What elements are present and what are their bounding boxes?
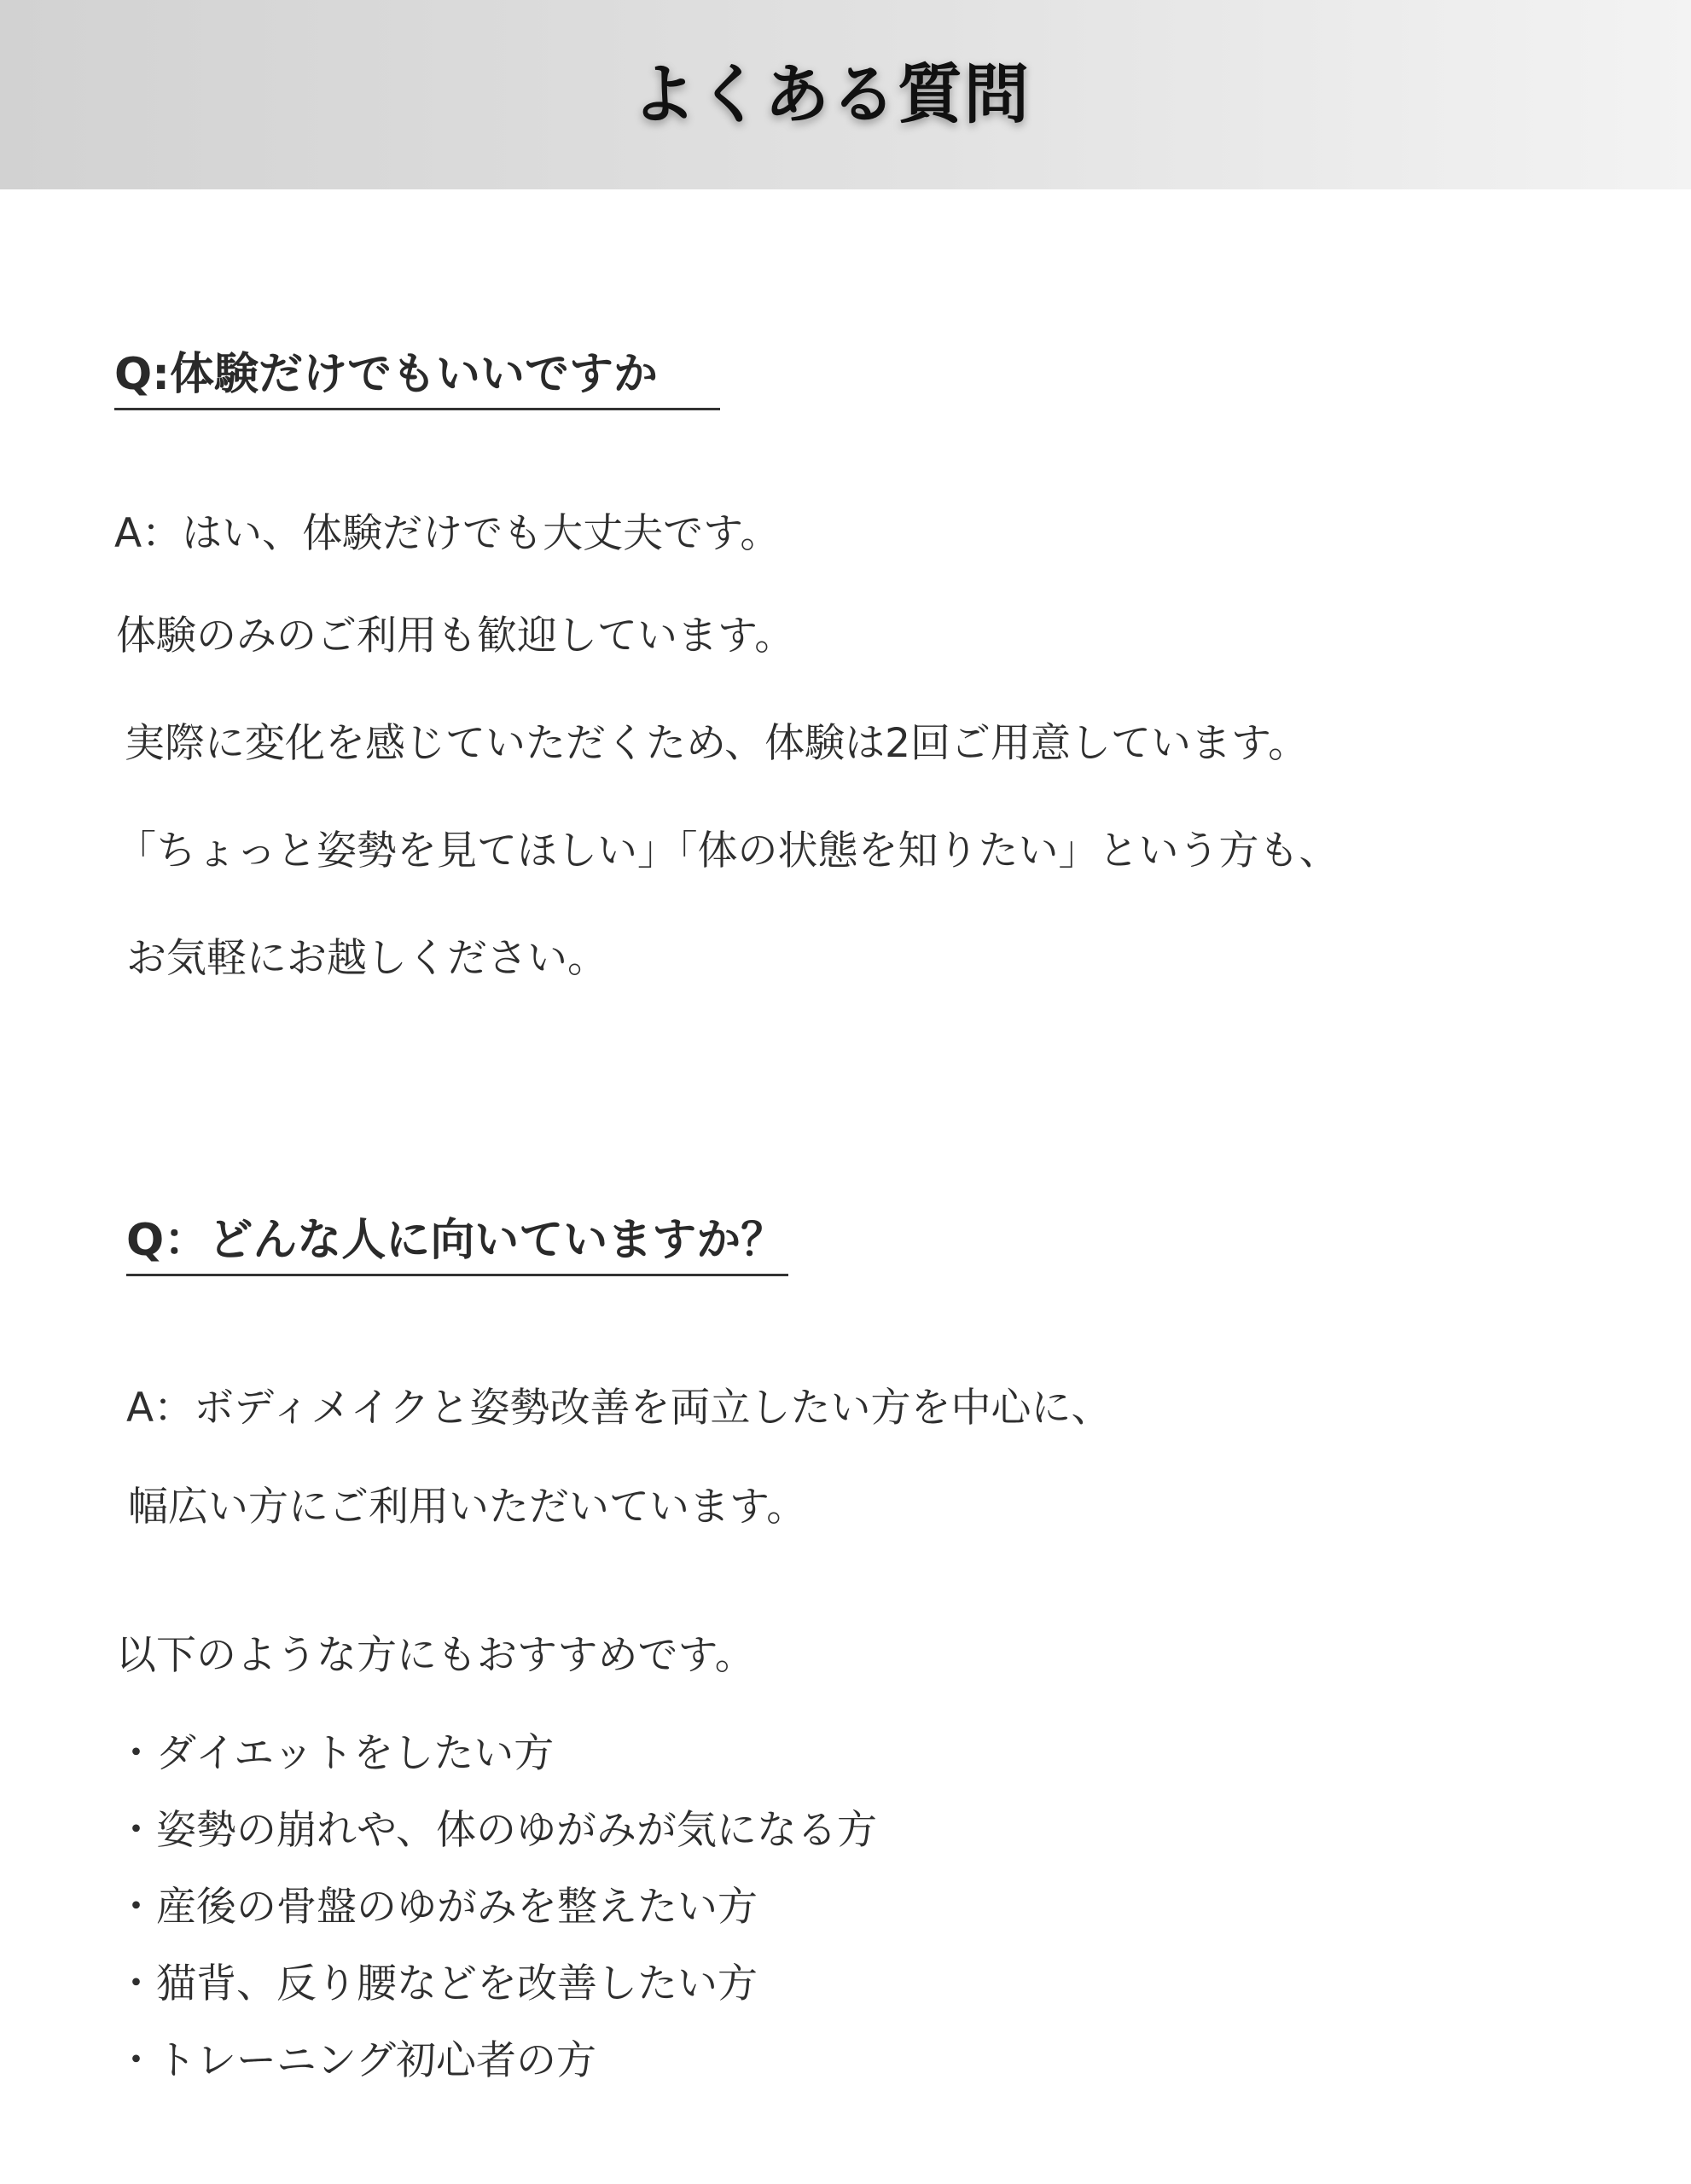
list-item: ・トレーニング初心者の方 bbox=[116, 2037, 597, 2084]
faq-answer-1-line-4: 「ちょっと姿勢を見てほしい」「体の状態を知りたい」という方も、 bbox=[116, 828, 1339, 874]
faq-question-2: Q：どんな人に向いていますか？ bbox=[126, 1215, 786, 1266]
list-item: ・ダイエットをしたい方 bbox=[116, 1730, 555, 1777]
faq-answer-1-line-2: 体験のみのご利用も歓迎しています。 bbox=[116, 613, 795, 659]
faq-answer-1-line-1: A：はい、体験だけでも大丈夫です。 bbox=[114, 510, 781, 557]
faq-answer-2-line-3: 以下のような方にもおすすめです。 bbox=[116, 1632, 755, 1679]
faq-answer-2-line-2: 幅広い方にご利用いただいています。 bbox=[128, 1484, 807, 1531]
page-header bbox=[0, 0, 1691, 189]
faq-answer-2-line-1: A：ボディメイクと姿勢改善を両立したい方を中心に、 bbox=[126, 1385, 1112, 1432]
list-item: ・猫背、反り腰などを改善したい方 bbox=[116, 1960, 758, 2007]
list-item: ・産後の骨盤のゆがみを整えたい方 bbox=[116, 1884, 758, 1931]
faq-question-1: Q:体験だけでもいいですか bbox=[114, 349, 659, 400]
faq-answer-1-line-5: お気軽にお越しください。 bbox=[126, 935, 607, 982]
faq-answer-1-line-3: 実際に変化を感じていただくため、体験は2回ご用意しています。 bbox=[125, 720, 1309, 767]
list-item: ・姿勢の崩れや、体のゆがみが気になる方 bbox=[116, 1807, 878, 1854]
page-title: よくある質問 bbox=[631, 56, 1031, 132]
question-underline bbox=[126, 1274, 788, 1276]
question-underline bbox=[114, 408, 720, 410]
